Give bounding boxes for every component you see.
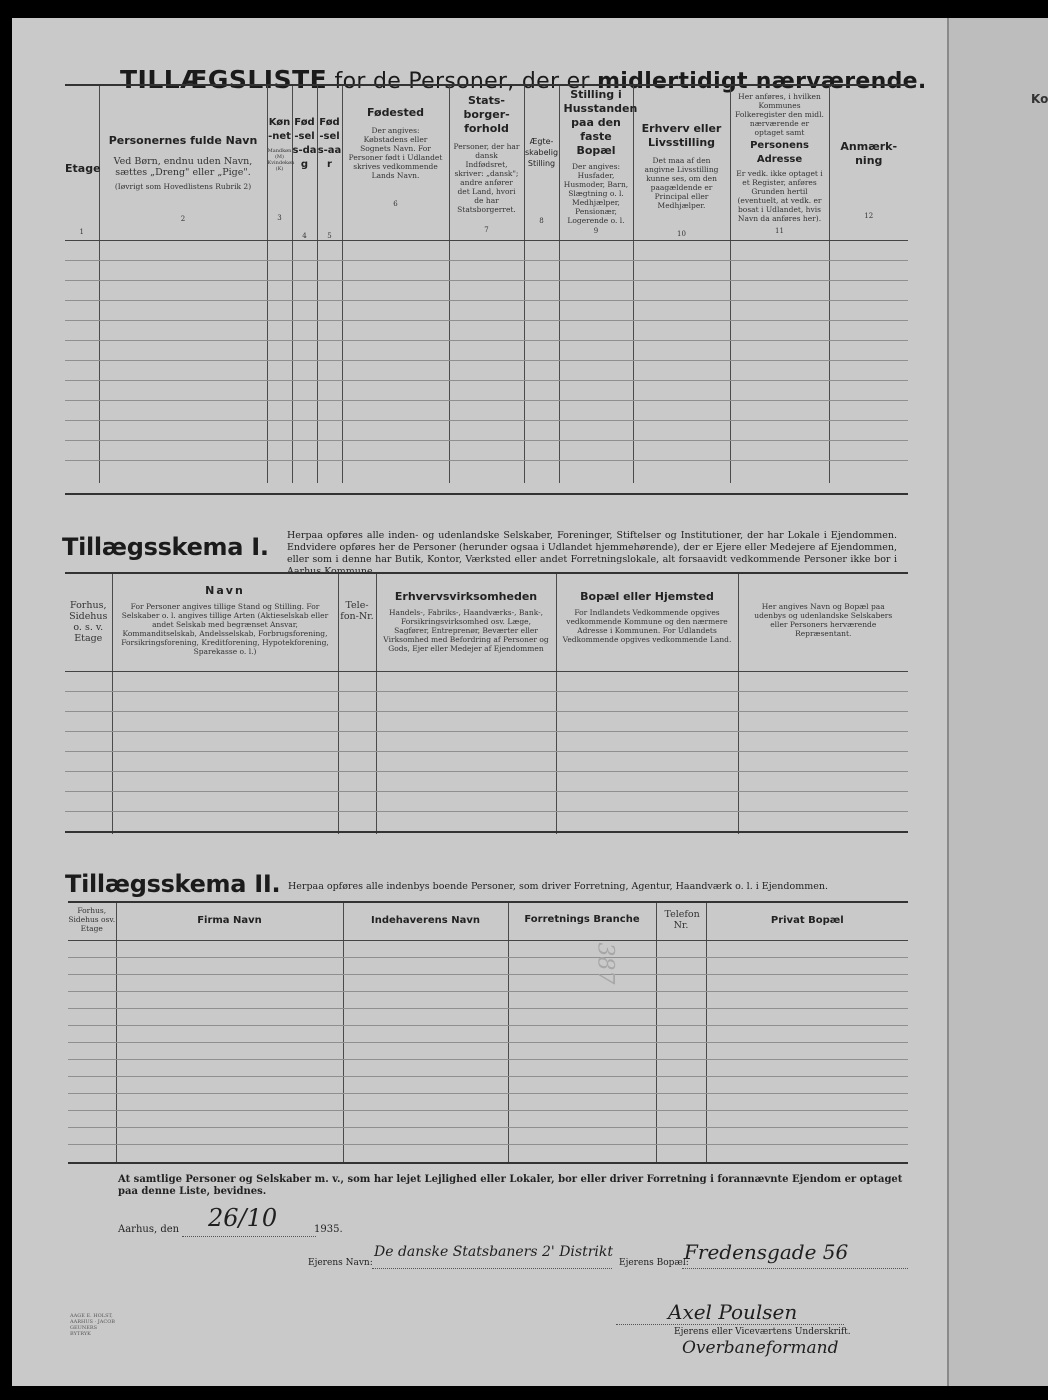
main-table-header: [65, 86, 908, 241]
table-row: [68, 1008, 908, 1025]
col-husstand: Stilling i Husstanden paa den faste Bopæl Der angives: Husfader, Husmoder, Barn, Slægtning o. l. Medhjælper, Pensionær, Logerende o. l. 9: [559, 86, 633, 241]
skema2-col-telefon: Telefon Nr.: [656, 903, 706, 940]
faint-pencil-mark: 387: [592, 942, 618, 985]
page-title: TILLÆGSLISTE for de Personer, der er midlertidigt nærværende.: [120, 65, 927, 94]
table-row: [65, 671, 908, 691]
table-row: [65, 261, 908, 281]
col-adresse: Her anføres, i hvilken Kommunes Folkeregister den midl. nærværende er optaget samt Personens Adresse Er vedk. ikke optaget i et Register, anføres Grunden hertil (eventuelt, at vedk. er bosat i Udlandet, hvis Navn da anføres her). 11: [730, 86, 829, 241]
skema2-description: Herpaa opføres alle indenbys boende Personer, som driver Forretning, Agentur, Haandværk o. l. i Ejendommen.: [288, 881, 828, 892]
table-row: [65, 751, 908, 771]
skema2-col-branche: Forretnings Branche: [508, 903, 656, 940]
table-row: [65, 321, 908, 341]
owner-name-label: Ejerens Navn:: [308, 1258, 373, 1268]
table-row: [68, 1110, 908, 1127]
table-row: [65, 421, 908, 441]
col-etage: Etage 1: [65, 86, 99, 241]
col-statsborger: Stats-borger-forhold Personer, der har dansk Indfødsret, skriver: „dansk"; andre anfører det Land, hvori de har Statsborgerret. 7: [449, 86, 524, 241]
adjacent-page: [947, 18, 1048, 1386]
skema1-header: [65, 574, 908, 671]
table-row: [65, 771, 908, 791]
year-label: 1935.: [314, 1224, 343, 1235]
skema2-title: Tillægsskema II.: [65, 870, 281, 898]
skema1-col-telefon: Tele-fon-Nr.: [338, 574, 376, 671]
skema1-col-repraesentant: Her angives Navn og Bopæl paa udenbys og udenlandske Selskabers eller Personers herværende Repræsentant.: [738, 574, 908, 671]
col-koen: Køn-net Mandkøn (M) Kvindekøn (K) 3: [267, 86, 292, 241]
col-navn: Personernes fulde Navn Ved Børn, endnu uden Navn, sættes „Dreng" eller „Pige". (Iøvrigt som Hovedlistens Rubrik 2) 2: [99, 86, 267, 241]
skema1-title: Tillægsskema I.: [62, 533, 269, 561]
col-erhverv: Erhverv eller Livsstilling Det maa af den angivne Livsstilling kunne ses, om den paagældende er Principal eller Medhjælper. 10: [633, 86, 730, 241]
skema2-col-bopael: Privat Bopæl: [706, 903, 908, 940]
table-row: [68, 1076, 908, 1093]
col-anmaerkning: Anmærk-ning 12: [829, 86, 908, 241]
table-row: [68, 991, 908, 1008]
printer-imprint: AAGE E. HOLST, AARHUS · JACOB GEUNERS BYTRYK: [70, 1313, 115, 1337]
table-row: [68, 940, 908, 957]
table-row: [68, 974, 908, 991]
table-row: [68, 1127, 908, 1144]
skema2-header: [68, 903, 908, 940]
signature-line: [616, 1324, 844, 1325]
table-row: [68, 1144, 908, 1163]
table-row: [65, 301, 908, 321]
skema1-col-etage: Forhus, Sidehus o. s. v. Etage: [65, 574, 112, 671]
col-foedested: Fødested Der angives: Købstadens eller Sognets Navn. For Personer født i Udlandet skrives vedkommende Lands Navn. 6: [342, 86, 449, 241]
owner-name-handwritten: De danske Statsbaners 2' Distrikt: [374, 1244, 613, 1260]
table-row: [68, 1025, 908, 1042]
form-page: [12, 18, 947, 1386]
table-row: [65, 441, 908, 461]
skema1-col-erhverv: Erhvervsvirksomheden Handels-, Fabriks-, Haandværks-, Bank-, Forsikringsvirksomhed osv. Læge, Sagfører, Entreprenør, Beværter eller Virksomhed med Befordring af Personer og Gods, Ejer eller Medejer af Ejendommen: [376, 574, 556, 671]
table-row: [65, 381, 908, 401]
skema2-col-firma: Firma Navn: [116, 903, 343, 940]
table-row: [65, 711, 908, 731]
skema1-bottom-rule: [65, 831, 908, 833]
skema1-col-bopael: Bopæl eller Hjemsted For Indlandets Vedkommende opgives vedkommende Kommune og den nærmere Adresse i Kommunen. For Udlandets Vedkommende opgives vedkommende Land.: [556, 574, 738, 671]
table-row: [65, 461, 908, 483]
owner-name-line: [372, 1268, 612, 1269]
skema2-table: [68, 903, 908, 1163]
table-row: [65, 691, 908, 711]
owner-address-label: Ejerens Bopæl:: [619, 1258, 689, 1268]
signature-label: Ejerens eller Viceværtens Underskrift.: [674, 1327, 851, 1337]
table-row: [65, 361, 908, 381]
skema2-bottom-rule: [68, 1162, 908, 1164]
owner-address-handwritten: Fredensgade 56: [684, 1240, 849, 1264]
table-row: [65, 791, 908, 811]
skema2-col-indehaver: Indehaverens Navn: [343, 903, 508, 940]
table-row: [68, 1042, 908, 1059]
col-foedselsaar: Fød-sels-aar 5: [317, 86, 342, 241]
main-bottom-rule: [65, 493, 908, 495]
skema1-col-navn: Navn For Personer angives tillige Stand og Stilling. For Selskaber o. l. angives tillige Arten (Aktieselskab eller andet Selskab med begrænset Ansvar, Kommanditselskab, Andelsselskab, Forbrugsforening, Forsikringsforening, Kreditforening, Hypotekforening, Sparekasse o. l.): [112, 574, 338, 671]
owner-address-line: [682, 1268, 908, 1269]
table-row: [68, 1059, 908, 1076]
skema1-description: Herpaa opføres alle inden- og udenlandske Selskaber, Foreninger, Stiftelser og Institutioner, der har Lokale i Ejendommen. Endvidere opføres her de Personer (herunder ogsaa i Udlandet hjemmehørende), der er Ejere eller Medejere af Ejendommen, eller som i denne har Butik, Kontor, Værksted eller andet Forretningslokale, alt forsaavidt vedkommende Personer ikke bor i Aarhus Kommune.: [287, 530, 897, 577]
skema2-col-etage: Forhus, Sidehus osv. Etage: [68, 903, 116, 940]
table-row: [65, 341, 908, 361]
table-row: [68, 957, 908, 974]
table-row: [65, 731, 908, 751]
table-row: [65, 401, 908, 421]
signature-handwritten: Axel Poulsen: [668, 1300, 798, 1324]
date-line: [182, 1236, 316, 1237]
table-row: [65, 281, 908, 301]
skema1-table: [65, 574, 908, 834]
adjacent-page-fragment: Ko: [1031, 92, 1048, 106]
col-foedselsdag: Fød-sels-dag 4: [292, 86, 317, 241]
declaration-text: At samtlige Personer og Selskaber m. v., som har lejet Lejlighed eller Lokaler, bor eller driver Forretning i forannævnte Ejendom er optaget paa denne Liste, bevidnes.: [118, 1174, 903, 1197]
main-table: [65, 86, 908, 483]
signature-title-handwritten: Overbaneformand: [682, 1338, 839, 1358]
col-aegteskab: Ægte-skabelig Stilling 8: [524, 86, 559, 241]
city-label: Aarhus, den: [118, 1224, 180, 1235]
table-row: [65, 241, 908, 261]
table-row: [68, 1093, 908, 1110]
date-handwritten: 26/10: [208, 1204, 278, 1232]
